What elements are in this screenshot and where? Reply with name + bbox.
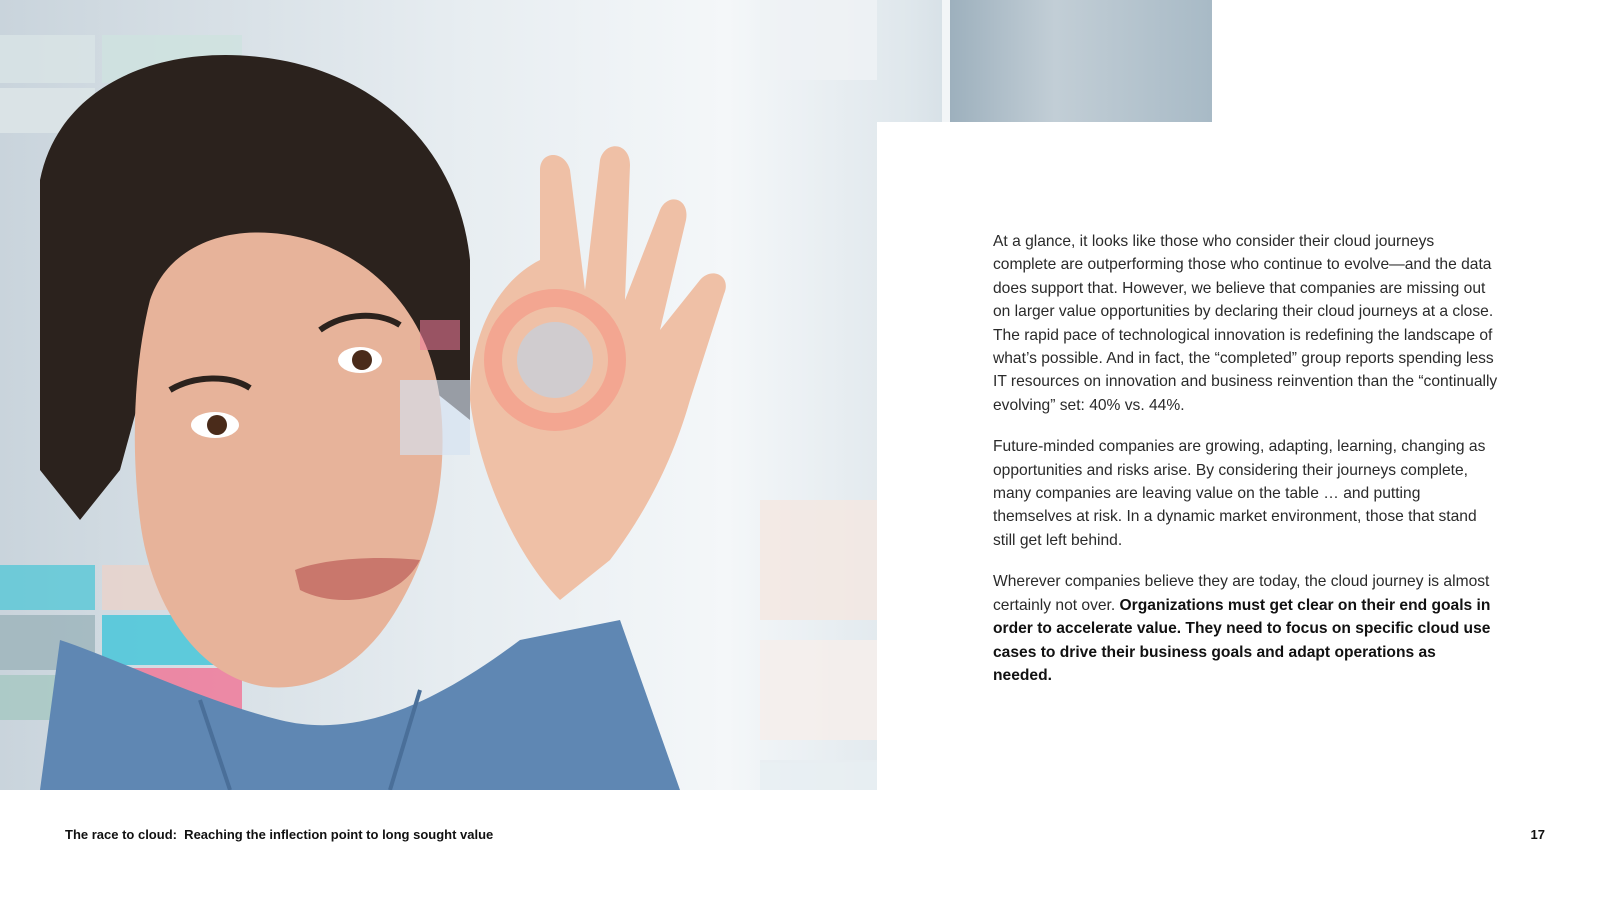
photo-divider: [942, 0, 950, 122]
paragraph-3: [993, 570, 1498, 687]
paragraph-1: At a glance, it looks like those who consider their cloud journeys complete are outperforming those who continue to evolve—and the data does support that. However, we believe that companies are missing out on larger value opportunities by declaring their cloud journeys at a close. The rapid pace of technological innovation is redefining the landscape of what’s possible. And in fact, the “completed” group reports spending less IT resources on innovation and business reinvention than the “continually evolving” set: 40% vs. 44%.: [993, 233, 1498, 414]
footer-title: The race to cloud: Reaching the inflection point to long sought value: [65, 827, 494, 842]
holo-panels-right: [760, 0, 877, 790]
paragraph-2: Future-minded companies are growing, adapting, learning, changing as opportunities and risks arise. By considering their journeys complete, many companies are leaving value on the table … and putting themselves at risk. In a dynamic market environment, those that stand still get left behind.: [993, 438, 1486, 549]
photo-top-strip: [950, 0, 1212, 122]
paragraph-3-regular: Wherever companies believe they are today, the cloud journey is almost certainly not over.: [993, 573, 1490, 614]
photo-illustration: [0, 0, 877, 790]
page-number: 17: [1530, 827, 1545, 842]
paragraph-3-bold: Organizations must get clear on their end goals in order to accelerate value. They need to focus on specific cloud use cases to drive their business goals and adapt operations as needed.: [993, 596, 1491, 684]
body-text: [993, 230, 1498, 705]
